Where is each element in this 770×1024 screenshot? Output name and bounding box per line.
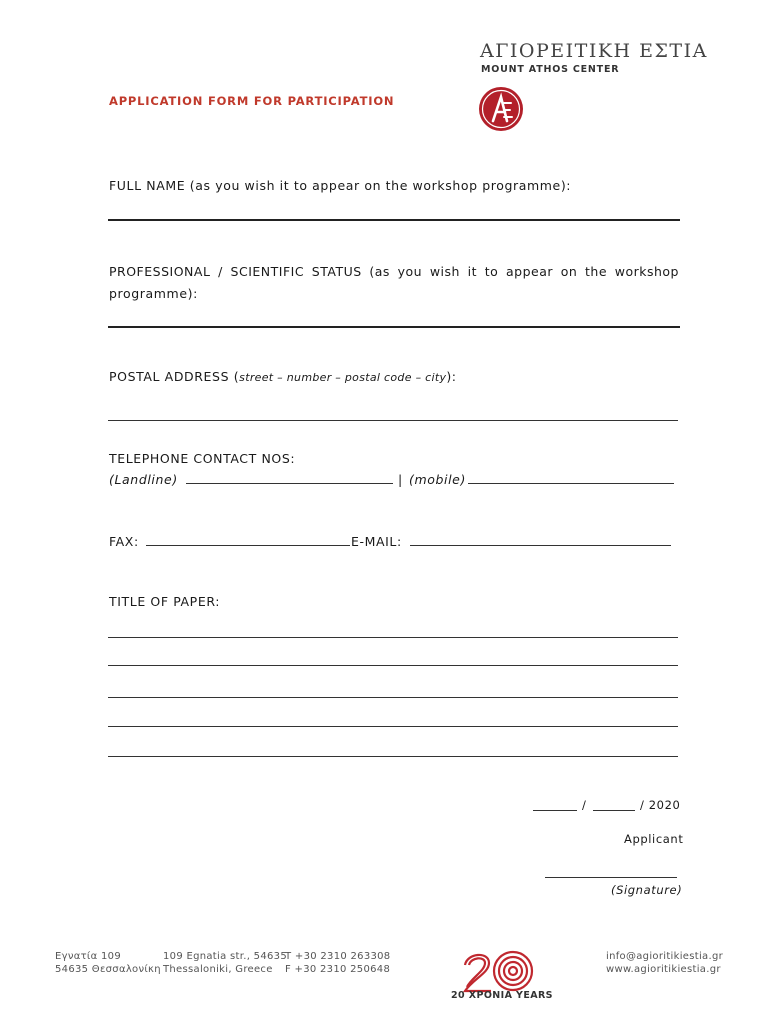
title-of-paper-line-1[interactable] <box>108 637 678 638</box>
email-label: E-MAIL: <box>351 534 402 549</box>
date-year: / 2020 <box>640 798 681 812</box>
date-day-field[interactable] <box>533 799 577 811</box>
footer-website-link[interactable]: www.agioritikiestia.gr <box>606 964 721 975</box>
title-of-paper-line-3[interactable] <box>108 697 678 698</box>
phone-separator: | <box>398 472 403 487</box>
applicant-label: Applicant <box>624 832 684 846</box>
fax-field[interactable] <box>146 534 350 546</box>
footer-address: 109 Egnatia str., 54635 Thessaloniki, Greece <box>163 951 287 975</box>
date-separator: / <box>582 798 587 812</box>
signature-label: (Signature) <box>611 883 683 897</box>
mobile-label: (mobile) <box>409 472 466 487</box>
title-of-paper-line-5[interactable] <box>108 756 678 757</box>
landline-label: (Landline) <box>109 472 178 487</box>
postal-address-hint: street – number – postal code – city <box>239 371 447 384</box>
landline-field[interactable] <box>186 472 393 484</box>
professional-status-label: PROFESSIONAL / SCIENTIFIC STATUS (as you wish it to appear on the workshop <box>109 264 679 279</box>
title-of-paper-line-2[interactable] <box>108 665 678 666</box>
email-field[interactable] <box>410 534 671 546</box>
anniversary-caption: 20 ΧΡΟΝΙΑ YEARS <box>451 990 553 1001</box>
organization-name: ΑΓΙΟΡΕΙΤΙΚΗ ΕΣΤΙΑ <box>480 40 708 62</box>
organization-subtitle: MOUNT ATHOS CENTER <box>481 64 620 75</box>
fax-label: FAX: <box>109 534 139 549</box>
date-month-field[interactable] <box>593 799 635 811</box>
postal-address-label: POSTAL ADDRESS (street – number – postal code – city): <box>109 369 457 384</box>
full-name-label: FULL NAME (as you wish it to appear on the workshop programme): <box>109 178 572 193</box>
footer-email-link[interactable]: info@agioritikiestia.gr <box>606 951 724 962</box>
signature-field[interactable] <box>545 866 677 878</box>
full-name-field[interactable] <box>108 219 680 221</box>
organization-logo-icon <box>477 85 525 133</box>
form-title: APPLICATION FORM FOR PARTICIPATION <box>109 94 395 108</box>
mobile-field[interactable] <box>468 472 674 484</box>
footer-greek-address: Εγνατία 109 54635 Θεσσαλονίκη <box>55 951 161 975</box>
postal-address-field[interactable] <box>108 420 678 421</box>
professional-status-field[interactable] <box>108 326 680 328</box>
telephone-label: TELEPHONE CONTACT NOS: <box>109 451 296 466</box>
footer-web-contact <box>606 950 723 976</box>
professional-status-label-cont: programme): <box>109 286 198 301</box>
footer-contact-phones: T +30 2310 263308 F +30 2310 250648 <box>285 951 391 975</box>
title-of-paper-label: TITLE OF PAPER: <box>109 594 221 609</box>
title-of-paper-line-4[interactable] <box>108 726 678 727</box>
